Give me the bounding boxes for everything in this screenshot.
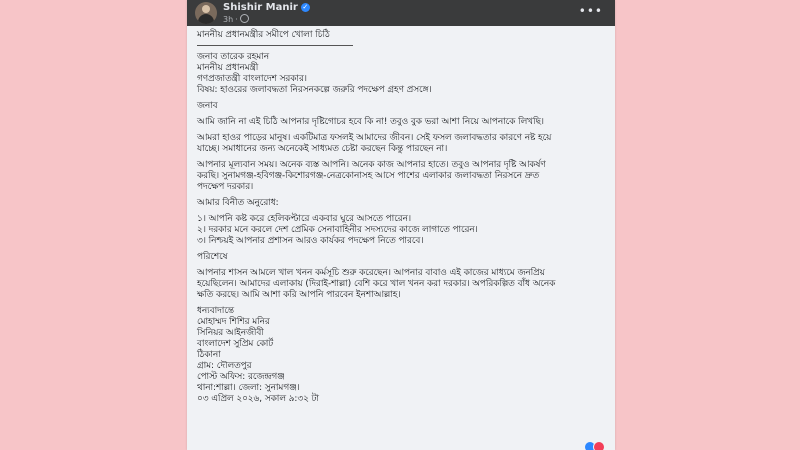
post-header (187, 0, 615, 26)
request-item: ১। আপনি কষ্ট করে হেলিকপ্টারে একবার ঘুরে আসতে পারেন। (197, 214, 411, 224)
post-time[interactable]: 3h (223, 15, 234, 24)
signoff-line: ধন্যবাদান্তে (197, 306, 234, 316)
signoff-date: ০৩ এপ্রিল ২০২৬, সকাল ৯:৩২ টা (197, 394, 319, 404)
address-line: জনাব তারেক রহমান (197, 52, 269, 62)
verified-badge-icon: ✓ (302, 3, 309, 11)
globe-icon (240, 14, 249, 23)
paragraph-3-line: আপনার মূল্যবান সময়। অনেক ব্যস্ত আপনি। অনেক কাজ আপনার হাতে। তবুও আপনার দৃষ্টি আকর্ষণ (197, 160, 546, 170)
post-footer (187, 440, 615, 450)
closing-line: আপনার শাসন আমলে খাল খনন কর্মসূচি শুরু করেছেন। আপনার বাবাও এই কাজের মাধ্যমে জনপ্রিয় (197, 268, 545, 278)
title-divider (197, 45, 353, 46)
signoff-line: সিনিয়র আইনজীবী (197, 328, 264, 338)
closing-heading: পরিশেষে (197, 252, 228, 262)
facebook-post (187, 0, 615, 450)
closing-line: ক্ষতি করছে। আমি আশা করি আপনি পারবেন ইনশাআল্লাহ। (197, 290, 401, 300)
closing-line: হয়েছিলেন। আমাদের এলাকায় (দিরাই-শাল্লা) বেশি করে খাল খনন করা দরকার। অপরিকল্পিত বাঁধ অনেক (197, 279, 556, 289)
paragraph-2-line: আমরা হাওর পাড়ের মানুষ। একটিমাত্র ফসলই আমাদের জীবন। সেই ফসল জলাবদ্ধতার কারণে নষ্ট হয়ে (197, 133, 552, 143)
paragraph-3-line: পদক্ষেপ দরকার। (197, 182, 254, 192)
love-reaction-icon (593, 441, 605, 450)
post-meta: 3h · (223, 14, 249, 24)
signoff-line: গ্রাম: দৌলতপুর (197, 361, 252, 371)
signoff-line: বাংলাদেশ সুপ্রিম কোর্ট (197, 339, 274, 349)
request-item: ২। দরকার মনে করলে দেশ প্রেমিক সেনাবাহিনীর সদস্যদের কাজে লাগাতে পারেন। (197, 225, 478, 235)
author-name-text[interactable]: Shishir Manir (223, 2, 298, 13)
address-line: গণপ্রজাতন্ত্রী বাংলাদেশ সরকার। (197, 74, 307, 84)
paragraph-1: আমি জানি না এই চিঠি আপনার দৃষ্টিগোচর হবে কি না! তবুও বুক ভরা আশা নিয়ে আপনাকে লিখছি। (197, 117, 544, 127)
paragraph-3-line: করছি। সুনামগঞ্জ-হবিগঞ্জ-কিশোরগঞ্জ-নেত্রকোনাসহ আসে পাশের এলাকার জলাবদ্ধতা নিরসনে দ্রুত (197, 171, 540, 181)
more-dots-icon[interactable]: ••• (578, 4, 603, 18)
request-item: ৩। নিশ্চয়ই আপনার প্রশাসন আরও কার্যকর পদক্ষেপ নিতে পারবে। (197, 236, 424, 246)
signoff-line: মোহাম্মদ শিশির মনির (197, 317, 270, 327)
salutation: জনাব (197, 101, 218, 111)
author-name[interactable] (223, 2, 310, 13)
signoff-line: থানা:শাল্লা। জেলা: সুনামগঞ্জ। (197, 383, 300, 393)
paragraph-2-line: যাচ্ছে। সমাধানের জন্য অনেকেই সাধ্যমত চেষ্টা করছেন কিন্তু পারছেন না। (197, 144, 448, 154)
post-body (197, 30, 605, 405)
signoff-line: পোস্ট অফিস: রজেন্দ্রগঞ্জ (197, 372, 285, 382)
author-avatar[interactable] (195, 2, 217, 24)
address-line: মাননীয় প্রধানমন্ত্রী (197, 63, 259, 73)
signoff-line: ঠিকানা (197, 350, 221, 360)
subject-line: বিষয়: হাওরের জলাবদ্ধতা নিরসনকল্পে জরুরি পদক্ষেপ গ্রহণ প্রসঙ্গে। (197, 85, 432, 95)
requests-heading: আমার বিনীত অনুরোধ: (197, 198, 279, 208)
reactions[interactable] (587, 438, 605, 450)
letter-title: মাননীয় প্রধানমন্ত্রীর সমীপে খোলা চিঠি (197, 30, 330, 40)
